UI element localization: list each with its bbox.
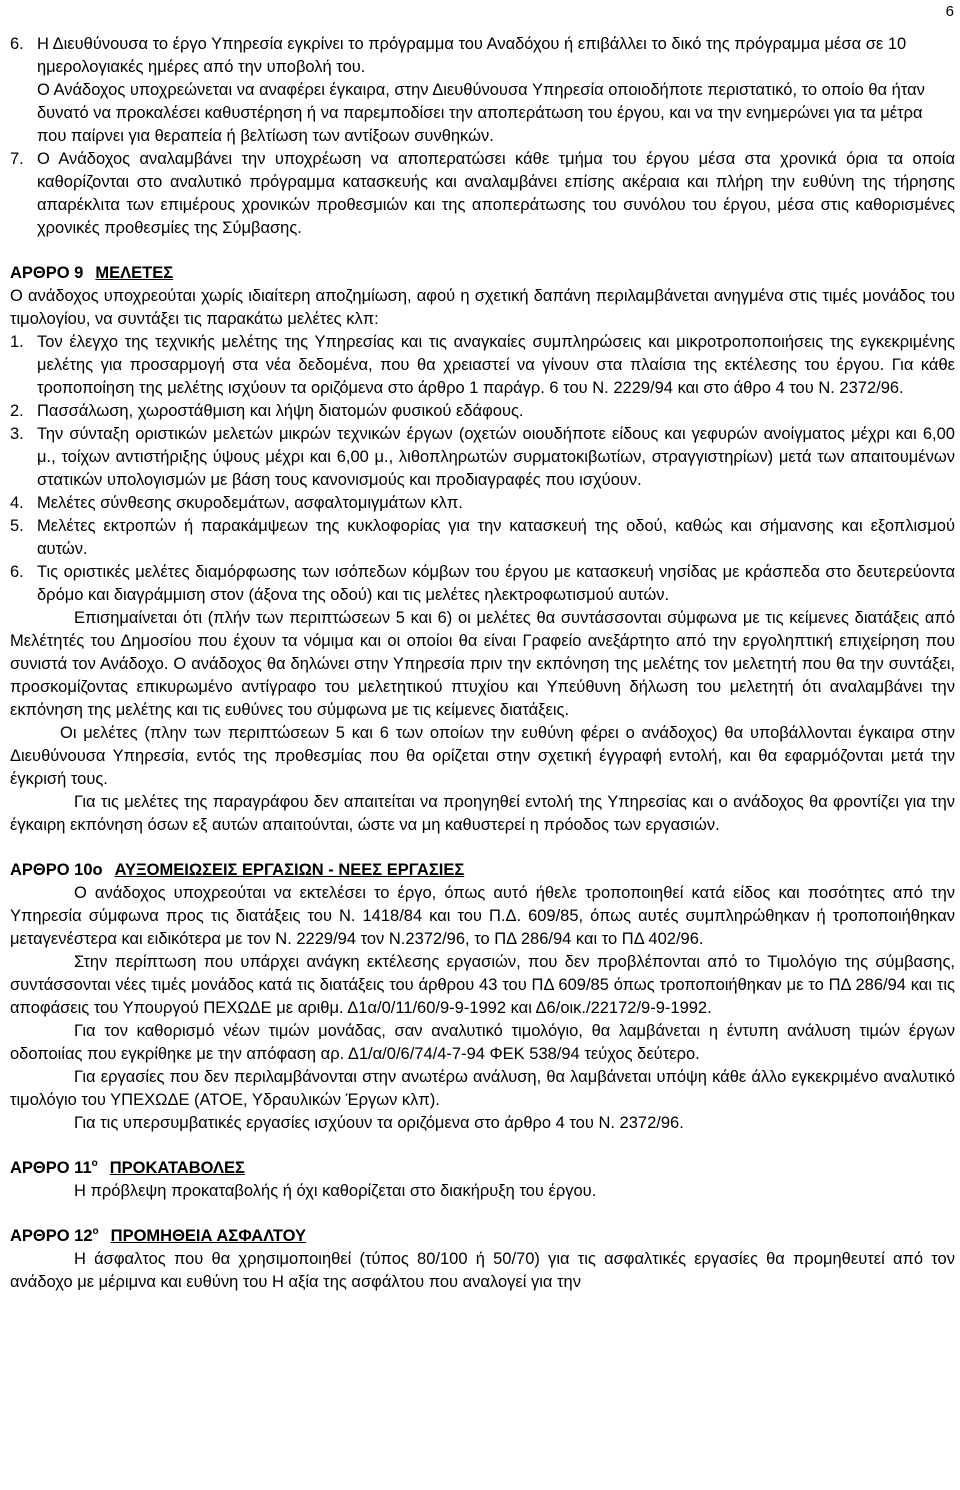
article-10-paragraph: Στην περίπτωση που υπάρχει ανάγκη εκτέλεσης εργασιών, που δεν προβλέπονται από το Τιμολόγιο της σύμβασης, συντάσσονται νέες τιμές μονάδος κατά τις διατάξεις του άρθρου 43 του ΠΔ 609/85 όπως τροποποιήθηκαν με το ΠΔ 286/94 και τις αποφάσεις του Υπουργού ΠΕΧΩΔΕ με αριθμ. Δ1α/0/11/60/9-9-1992 και Δ6/οικ./22172/9-9-1992. [10,953,955,1017]
article-11-paragraph: Η πρόβλεψη προκαταβολής ή όχι καθορίζεται στο διακήρυξη του έργου. [74,1182,597,1200]
article-9-intro: Ο ανάδοχος υποχρεούται χωρίς ιδιαίτερη αποζημίωση, αφού η σχετική δαπάνη περιλαμβάνεται ανηγμένα στις τιμές μονάδος του τιμολογίου, να συντάξει τις παρακάτω μελέτες κλπ: [10,287,955,328]
article-title: ΠΡΟΜΗΘΕΙΑ ΑΣΦΑΛΤΟΥ [110,1227,307,1245]
article-label: ΑΡΘΡΟ 11 [10,1159,92,1177]
page-number: 6 [945,3,954,20]
article-9-paragraph: Για τις μελέτες της παραγράφου δεν απαιτείται να προηγηθεί εντολή της Υπηρεσίας και ο ανάδοχος θα φροντίζει για την έγκαιρη εκπόνηση όσων εξ αυτών απαιτούνται, ώστε να μη καθυστερεί η πρόοδος των εργασιών. [10,793,955,834]
article-9-paragraph: Επισημαίνεται ότι (πλήν των περιπτώσεων 5 και 6) οι μελέτες θα συντάσσονται σύμφωνα με τις κείμενες διατάξεις από Μελέτητές του Δημοσίου που έχουν τα νόμιμα και οι οποίοι θα είναι Γραφείο ανεξάρτητο από την εργοληπτική επιχείρηση που συνιστά τον Ανάδοχο. Ο ανάδοχος θα δηλώνει στην Υπηρεσία πριν την εκπόνηση της μελέτης τον μελετητή που θα την συντάξει, προσκομίζοντας επικυρωμένο αντίγραφο του μελετητικού πτυχίου και Υπεύθυνη δήλωση του μελετητή ότι αναλαμβάνει την εκπόνηση της μελέτης και τις ευθύνες του σύμφωνα με τις κείμενες διατάξεις. [10,609,955,719]
list-item-6: 6. Η Διευθύνουσα το έργο Υπηρεσία εγκρίνει το πρόγραμμα του Αναδόχου ή επιβάλλει το δικό της πρόγραμμα μέσα σε 10 ημερολογιακές ημέρες από την υποβολή του. [10,35,907,76]
list-item-7: 7. Ο Ανάδοχος αναλαμβάνει την υποχρέωση να αποπερατώσει κάθε τμήμα του έργου μέσα στα χρονικά όρια τα οποία καθορίζονται στο αναλυτικό πρόγραμμα κατασκευής και αναλαμβάνει επίσης ακέραια και πλήρη την ευθύνη της τήρησης απαρέκλιτα των επιμέρους χρονικών προθεσμιών και της αποπεράτωσης του συνόλου του έργου, μέσα στις καθορισμένες χρονικές προθεσμίες της Σύμβασης. [10,150,955,237]
list-item: 5. Μελέτες εκτροπών ή παρακάμψεων της κυκλοφορίας για την κατασκευή της οδού, καθώς και σήμανσης και εξοπλισμού αυτών. [10,517,955,558]
article-12-heading: ΑΡΘΡΟ $12^o$ ΠΡΟΜΗΘΕΙΑ ΑΣΦΑΛΤΟΥ [10,1226,307,1245]
document-page [10,33,955,1294]
article-10-heading [10,859,955,882]
article-12-paragraph: Η άσφαλτος που θα χρησιμοποιηθεί (τύπος 80/100 ή 50/70) για τις ασφαλτικές εργασίες θα προμηθευτεί από τον ανάδοχο με μέριμνα και ευθύνη του Η αξία της ασφάλτου που αναλογεί για την [10,1250,955,1291]
article-11-heading: ΑΡΘΡΟ $11^o$ ΠΡΟΚΑΤΑΒΟΛΕΣ [10,1158,245,1177]
article-title: ΑΥΞΟΜΕΙΩΣΕΙΣ ΕΡΓΑΣΙΩΝ - ΝΕΕΣ ΕΡΓΑΣΙΕΣ [114,861,465,879]
article-label: ΑΡΘΡΟ 10ο [10,861,103,879]
article-label: ΑΡΘΡΟ 9 [10,264,84,282]
list-item: 2. Πασσάλωση, χωροστάθμιση και λήψη διατομών φυσικού εδάφους. [10,402,524,420]
article-label: ΑΡΘΡΟ 12 [10,1227,93,1245]
notification-paragraph: Ο Ανάδοχος υποχρεώνεται να αναφέρει έγκαιρα, στην Διευθύνουσα Υπηρεσία οποιοδήποτε περιστατικό, το οποίο θα ήταν δυνατό να προκαλέσει καθυστέρηση ή να παρεμποδίσει την αποπεράτωση του έργου, και να την ενημερώνει για τα μέτρα που παίρνει για θεραπεία ή βελτίωση των αντίξοων συνθηκών. [37,81,925,145]
article-10-paragraph: Για τον καθορισμό νέων τιμών μονάδας, σαν αναλυτικό τιμολόγιο, θα λαμβάνεται η έντυπη ανάλυση τιμών έργων οδοποιίας που εγκρίθηκε με την απόφαση αρ. Δ1/α/0/6/74/4-7-94 ΦΕΚ 538/94 τεύχος δεύτερο. [10,1022,955,1063]
article-title: ΜΕΛΕΤΕΣ [95,264,174,282]
list-item: 4. Μελέτες σύνθεσης σκυροδεμάτων, ασφαλτομιγμάτων κλπ. [10,494,463,512]
article-title: ΠΡΟΚΑΤΑΒΟΛΕΣ [109,1159,245,1177]
article-9-heading [10,262,955,285]
article-10-paragraph: Για εργασίες που δεν περιλαμβάνονται στην ανωτέρω ανάλυση, θα λαμβάνεται υπόψη κάθε άλλο εγκεκριμένο αναλυτικό τιμολόγιο του ΥΠΕΧΩΔΕ (ΑΤΟΕ, Υδραυλικών Έργων κλπ). [10,1068,955,1109]
article-9-list [10,331,955,607]
article-10-paragraph: Ο ανάδοχος υποχρεούται να εκτελέσει το έργο, όπως αυτό ήθελε τροποποιηθεί κατά είδος και ποσότητες από την Υπηρεσία σύμφωνα προς τις διατάξεις του Ν. 1418/84 και του Π.Δ. 609/85, όπως αυτές συμπληρώθηκαν ή τροποποιήθηκαν μεταγενέστερα και ειδικότερα με τον Ν. 2229/94 τον Ν.2372/96, το ΠΔ 286/94 και το ΠΔ 402/96. [10,884,955,948]
article-10-paragraph: Για τις υπερσυμβατικές εργασίες ισχύουν τα οριζόμενα στο άρθρο 4 του Ν. 2372/96. [74,1114,684,1132]
list-item: 1. Τον έλεγχο της τεχνικής μελέτης της Υπηρεσίας και τις αναγκαίες συμπληρώσεις και μικροτροποποιήσεις της εγκεκριμένης μελέτης για προσαρμογή στα νέα δεδομένα, που θα χρειαστεί να γίνουν στα πλαίσια της εκτέλεσης του έργου. Για κάθε τροποποίηση της μελέτης ισχύουν τα οριζόμενα στο άρθρο 1 παράγρ. 6 του Ν. 2229/94 και στο άθρο 4 του Ν. 2372/96. [10,333,955,397]
list-item: 3. Την σύνταξη οριστικών μελετών μικρών τεχνικών έργων (οχετών οιουδήποτε είδους και γεφυρών ανοίγματος μέχρι και 6,00 μ., τοίχων αντιστήριξης ύψους μέχρι και 6,00 μ., λιθοπληρωτών συρματοκιβωτίων, στραγγιστηρίων) μετά των απαιτουμένων στατικών υπολογισμών με βάση τους κανονισμούς και προδιαγραφές που ισχύουν. [10,425,955,489]
list-item: 6. Τις οριστικές μελέτες διαμόρφωσης των ισόπεδων κόμβων του έργου με κατασκευή νησίδας με κράσπεδα στο δευτερεύοντα δρόμο και διαγράμμιση στον (άξονα της οδού) και τις μελέτες ηλεκτροφωτισμού αυτών. [10,563,955,604]
article-9-paragraph: Οι μελέτες (πλην των περιπτώσεων 5 και 6 των οποίων την ευθύνη φέρει ο ανάδοχος) θα υποβάλλονται έγκαιρα στην Διευθύνουσα Υπηρεσία, εντός της προθεσμίας που θα ορίζεται στην σχετική έγγραφή εντολή, και θα εφαρμόζονται μετά την έγκρισή τους. [10,724,955,788]
